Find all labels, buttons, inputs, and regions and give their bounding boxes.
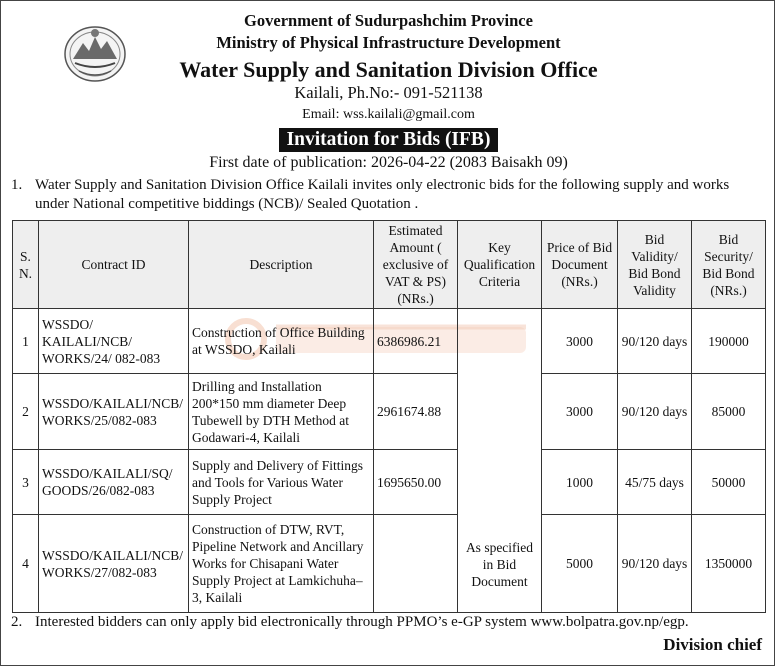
intro-text: Water Supply and Sanitation Division Office Kailali invites only electronic bids for the following supply and works under National competitive biddings (NCB)/ Sealed Quotation . — [35, 177, 730, 212]
cell-validity: 90/120 days — [618, 374, 692, 450]
cell-contract-id: WSSDO/KAILALI/NCB/ WORKS/27/082-083 — [39, 515, 189, 613]
signature: Division chief — [663, 635, 762, 654]
header-validity: Bid Validity/ Bid Bond Validity — [618, 221, 692, 309]
cell-amount: 1695650.00 — [374, 450, 458, 515]
header-estimated-amount: Estimated Amount ( exclusive of VAT & PS) (NRs.) — [374, 221, 458, 309]
table-header-row — [13, 221, 766, 309]
cell-sn: 4 — [13, 515, 39, 613]
bids-table — [12, 220, 766, 613]
cell-amount: 6386986.21 — [374, 309, 458, 374]
cell-price: 5000 — [542, 515, 618, 613]
cell-price: 1000 — [542, 450, 618, 515]
cell-amount — [374, 515, 458, 613]
notice-title: Invitation for Bids (IFB) — [279, 128, 499, 152]
cell-contract-id: WSSDO/KAILALI/NCB/ WORKS/25/082-083 — [39, 374, 189, 450]
table-row — [13, 374, 766, 450]
cell-price: 3000 — [542, 309, 618, 374]
cell-contract-id: WSSDO/ KAILALI/NCB/ WORKS/24/ 082-083 — [39, 309, 189, 374]
cell-validity: 45/75 days — [618, 450, 692, 515]
cell-validity: 90/120 days — [618, 515, 692, 613]
note-number: 2. — [11, 614, 23, 630]
contact-line: Kailali, Ph.No:- 091-521138 — [294, 83, 483, 102]
cell-contract-id: WSSDO/KAILALI/SQ/ GOODS/26/082-083 — [39, 450, 189, 515]
cell-sn: 1 — [13, 309, 39, 374]
cell-amount: 2961674.88 — [374, 374, 458, 450]
cell-price: 3000 — [542, 374, 618, 450]
cell-sn: 2 — [13, 374, 39, 450]
cell-description: Construction of DTW, RVT, Pipeline Network and Ancillary Works for Chisapani Water Supply Project at Lamkichuha–3, Kailali — [189, 515, 374, 613]
cell-description: Construction of Office Building at WSSDO, Kailali — [189, 309, 374, 374]
cell-sn: 3 — [13, 450, 39, 515]
header-security: Bid Security/ Bid Bond (NRs.) — [692, 221, 766, 309]
intro-number: 1. — [11, 177, 23, 193]
table-row — [13, 309, 766, 374]
note-paragraph — [11, 613, 766, 632]
note-text: Interested bidders can only apply bid electronically through PPMO’s e-GP system www.bolpatra.gov.np/egp. — [35, 614, 689, 630]
publication-date: First date of publication: 2026-04-22 (2083 Baisakh 09) — [209, 154, 568, 171]
cell-security: 85000 — [692, 374, 766, 450]
cell-validity: 90/120 days — [618, 309, 692, 374]
header-sn: S. N. — [13, 221, 39, 309]
government-line: Government of Sudurpashchim Province — [244, 11, 533, 30]
cell-security: 1350000 — [692, 515, 766, 613]
cell-security: 50000 — [692, 450, 766, 515]
table-row — [13, 450, 766, 515]
cell-description: Drilling and Installation 200*150 mm diameter Deep Tubewell by DTH Method at Godawari-4, Kailali — [189, 374, 374, 450]
email-line: Email: wss.kailali@gmail.com — [302, 107, 475, 122]
cell-key-criteria: As specified in Bid Document — [458, 309, 542, 613]
table-row — [13, 515, 766, 613]
header-contract-id: Contract ID — [39, 221, 189, 309]
notice-title-wrap — [1, 128, 775, 152]
office-title: Water Supply and Sanitation Division Office — [179, 57, 598, 82]
header-price: Price of Bid Document (NRs.) — [542, 221, 618, 309]
cell-security: 190000 — [692, 309, 766, 374]
ministry-line: Ministry of Physical Infrastructure Development — [216, 33, 561, 52]
header-description: Description — [189, 221, 374, 309]
intro-paragraph — [11, 176, 766, 214]
cell-description: Supply and Delivery of Fittings and Tools for Various Water Supply Project — [189, 450, 374, 515]
header-key-criteria: Key Qualification Criteria — [458, 221, 542, 309]
